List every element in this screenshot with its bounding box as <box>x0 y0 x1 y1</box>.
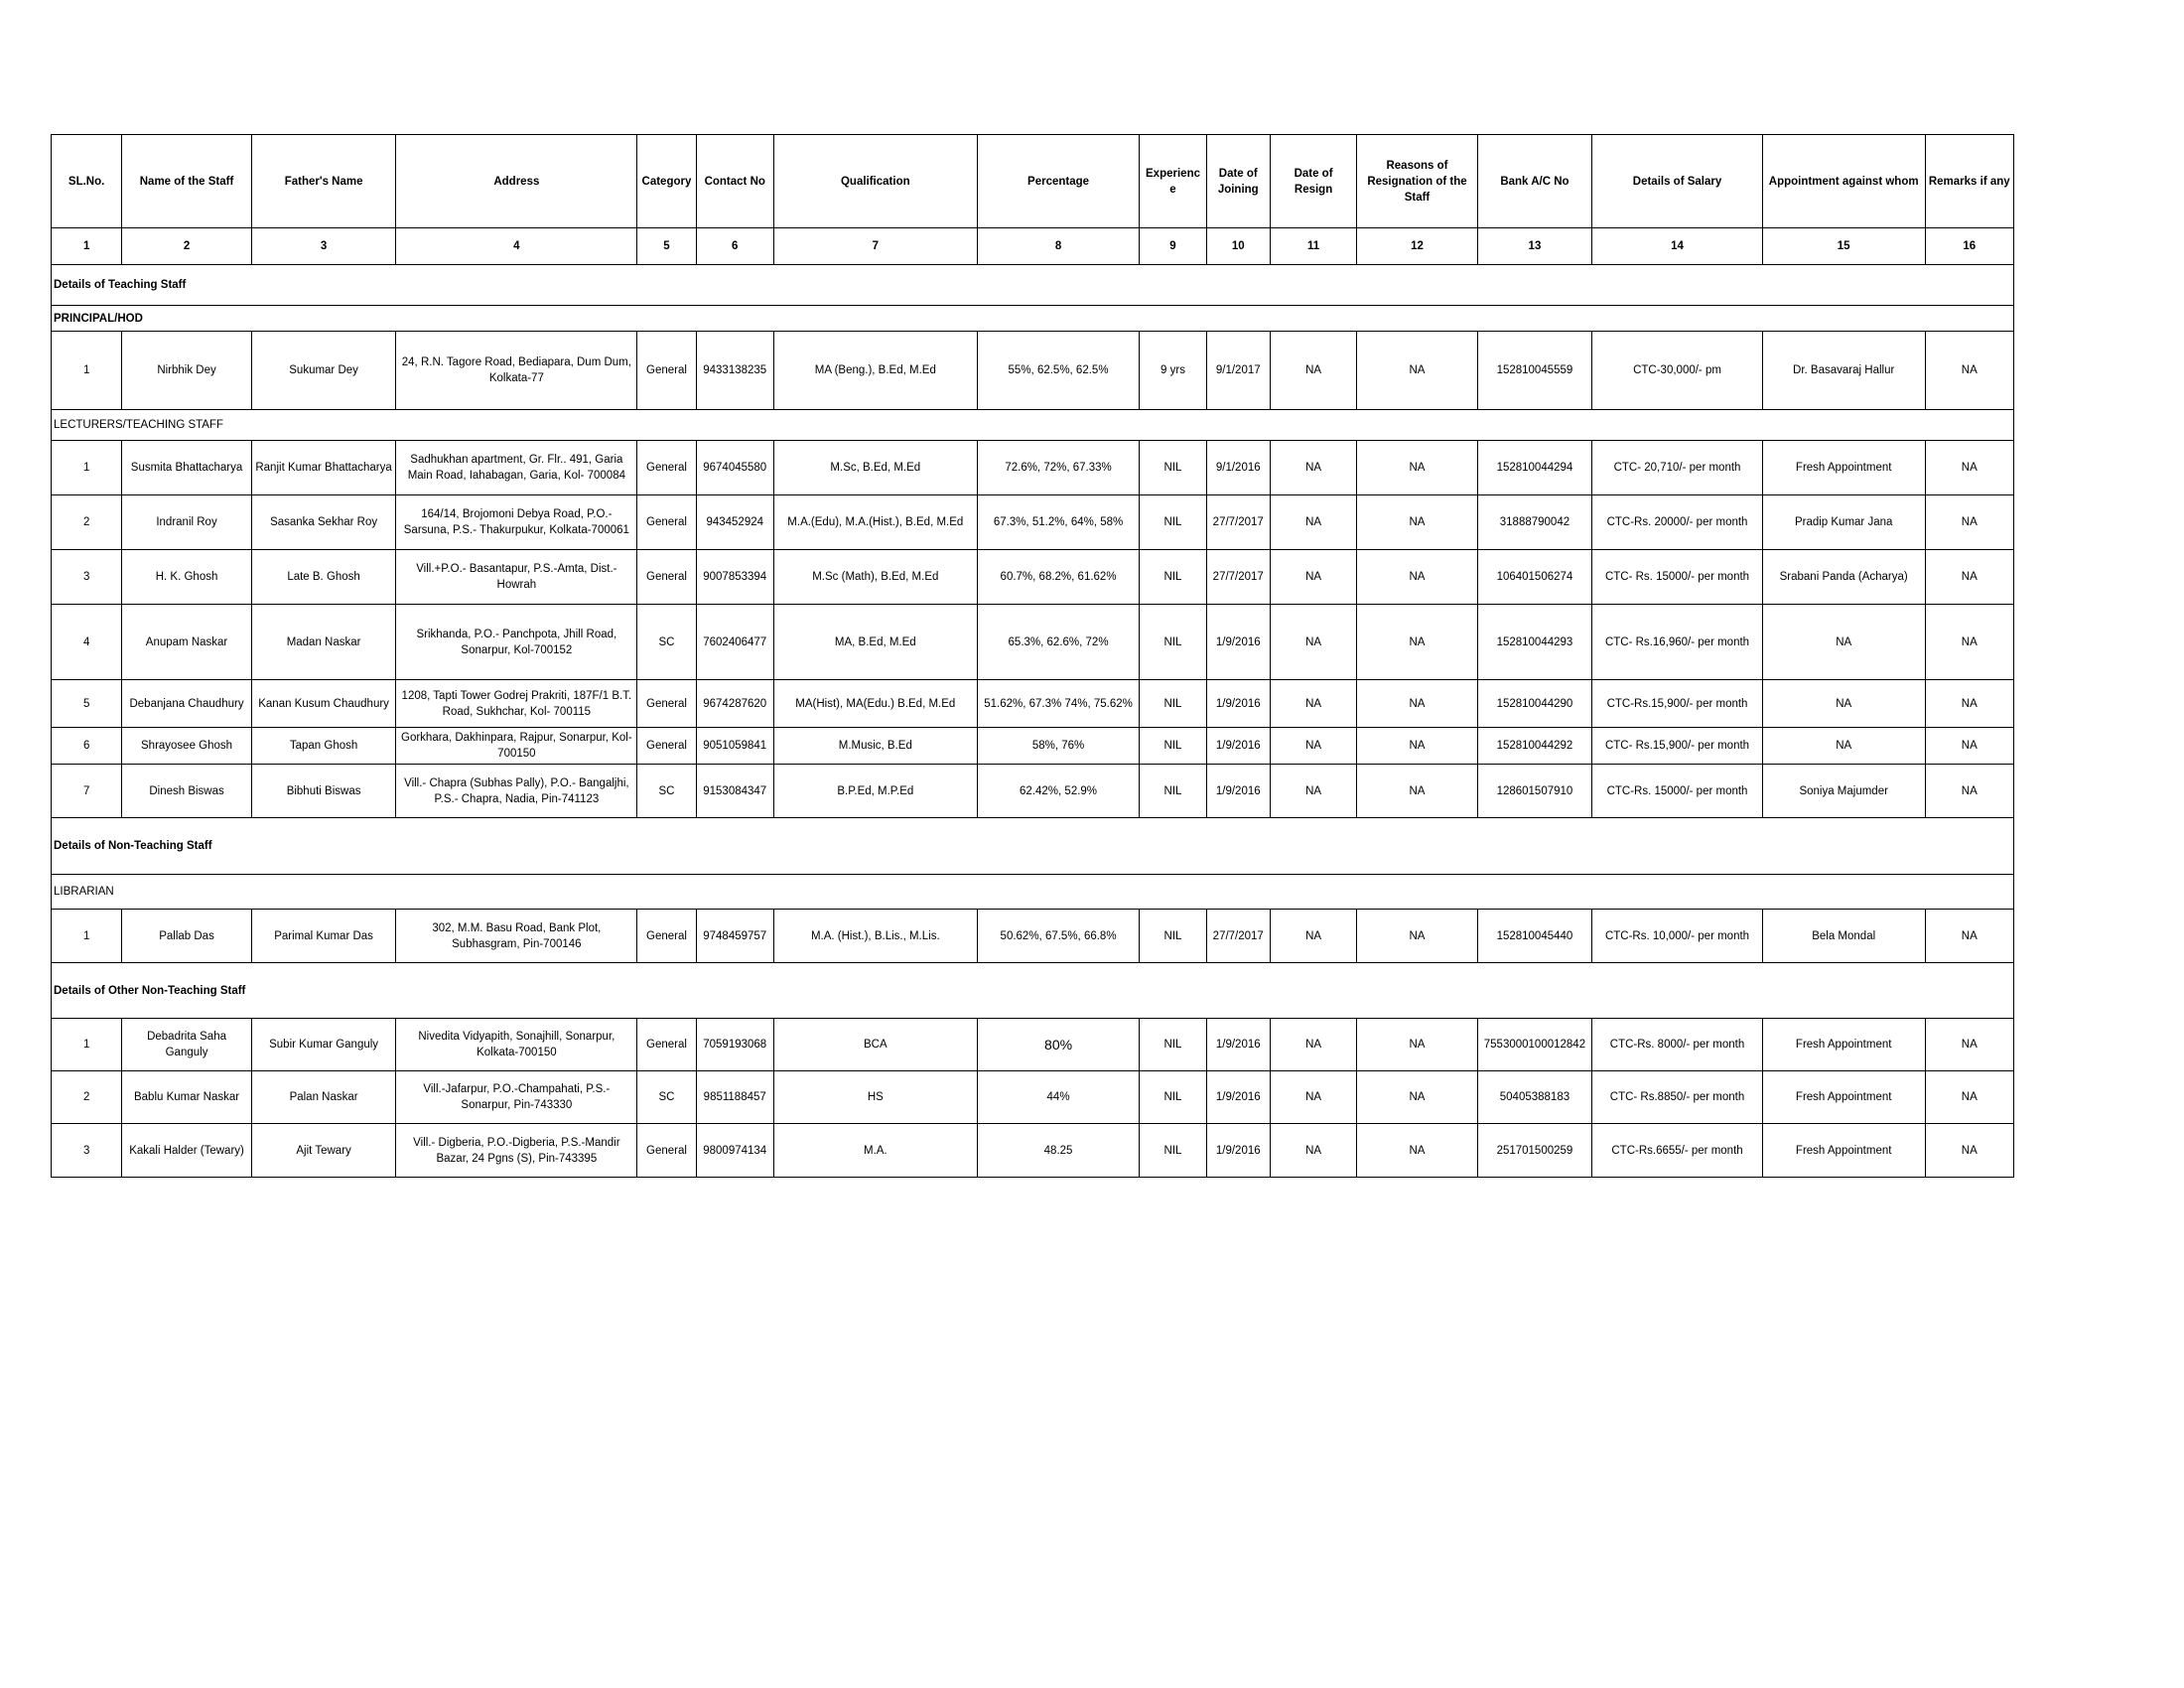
cell-2: Susmita Bhattacharya <box>122 441 252 495</box>
cell-6: 9007853394 <box>696 550 773 605</box>
table-row <box>52 765 2014 818</box>
column-number-15: 15 <box>1762 228 1925 265</box>
cell-1: 1 <box>52 441 122 495</box>
cell-12: NA <box>1357 605 1477 680</box>
cell-14: CTC- Rs. 15000/- per month <box>1592 550 1763 605</box>
cell-6: 9153084347 <box>696 765 773 818</box>
cell-13: 152810045440 <box>1477 910 1591 963</box>
section-row <box>52 818 2014 875</box>
cell-8: 62.42%, 52.9% <box>977 765 1140 818</box>
table-row <box>52 910 2014 963</box>
cell-5: SC <box>637 1071 696 1124</box>
cell-16: NA <box>1925 332 2013 410</box>
cell-8: 55%, 62.5%, 62.5% <box>977 332 1140 410</box>
cell-15: Fresh Appointment <box>1762 1071 1925 1124</box>
cell-12: NA <box>1357 1019 1477 1071</box>
cell-16: NA <box>1925 910 2013 963</box>
cell-3: Sasanka Sekhar Roy <box>251 495 396 550</box>
cell-11: NA <box>1270 495 1356 550</box>
cell-12: NA <box>1357 1124 1477 1178</box>
cell-13: 152810044292 <box>1477 728 1591 765</box>
cell-11: NA <box>1270 1124 1356 1178</box>
cell-8: 65.3%, 62.6%, 72% <box>977 605 1140 680</box>
cell-8: 60.7%, 68.2%, 61.62% <box>977 550 1140 605</box>
cell-8: 80% <box>977 1019 1140 1071</box>
cell-15: NA <box>1762 605 1925 680</box>
cell-5: General <box>637 1019 696 1071</box>
cell-15: Bela Mondal <box>1762 910 1925 963</box>
cell-14: CTC- 20,710/- per month <box>1592 441 1763 495</box>
cell-13: 251701500259 <box>1477 1124 1591 1178</box>
cell-13: 31888790042 <box>1477 495 1591 550</box>
cell-2: Pallab Das <box>122 910 252 963</box>
cell-4: Srikhanda, P.O.- Panchpota, Jhill Road, Sonarpur, Kol-700152 <box>396 605 637 680</box>
cell-4: Sadhukhan apartment, Gr. Flr.. 491, Garia Main Road, Iahabagan, Garia, Kol- 700084 <box>396 441 637 495</box>
cell-3: Kanan Kusum Chaudhury <box>251 680 396 728</box>
cell-1: 2 <box>52 1071 122 1124</box>
cell-1: 5 <box>52 680 122 728</box>
column-header-4: Address <box>396 135 637 228</box>
cell-11: NA <box>1270 680 1356 728</box>
cell-7: M.Sc, B.Ed, M.Ed <box>773 441 977 495</box>
cell-8: 44% <box>977 1071 1140 1124</box>
cell-10: 27/7/2017 <box>1206 495 1270 550</box>
cell-4: Vill.- Chapra (Subhas Pally), P.O.- Bangaljhi, P.S.- Chapra, Nadia, Pin-741123 <box>396 765 637 818</box>
cell-6: 7602406477 <box>696 605 773 680</box>
cell-9: NIL <box>1140 550 1206 605</box>
cell-2: H. K. Ghosh <box>122 550 252 605</box>
cell-4: 24, R.N. Tagore Road, Bediapara, Dum Dum, Kolkata-77 <box>396 332 637 410</box>
cell-10: 1/9/2016 <box>1206 605 1270 680</box>
column-header-3: Father's Name <box>251 135 396 228</box>
cell-12: NA <box>1357 680 1477 728</box>
cell-6: 9051059841 <box>696 728 773 765</box>
cell-7: M.A.(Edu), M.A.(Hist.), B.Ed, M.Ed <box>773 495 977 550</box>
cell-14: CTC- Rs.15,900/- per month <box>1592 728 1763 765</box>
cell-3: Late B. Ghosh <box>251 550 396 605</box>
cell-13: 152810044290 <box>1477 680 1591 728</box>
cell-13: 50405388183 <box>1477 1071 1591 1124</box>
table-row <box>52 1071 2014 1124</box>
cell-14: CTC-Rs.6655/- per month <box>1592 1124 1763 1178</box>
cell-3: Sukumar Dey <box>251 332 396 410</box>
cell-16: NA <box>1925 605 2013 680</box>
cell-12: NA <box>1357 441 1477 495</box>
cell-9: NIL <box>1140 765 1206 818</box>
cell-4: 302, M.M. Basu Road, Bank Plot, Subhasgram, Pin-700146 <box>396 910 637 963</box>
cell-12: NA <box>1357 550 1477 605</box>
cell-16: NA <box>1925 728 2013 765</box>
cell-3: Ajit Tewary <box>251 1124 396 1178</box>
section-title-principal: PRINCIPAL/HOD <box>52 306 2014 332</box>
cell-8: 58%, 76% <box>977 728 1140 765</box>
cell-6: 9433138235 <box>696 332 773 410</box>
table-row <box>52 495 2014 550</box>
section-row <box>52 963 2014 1019</box>
column-header-15: Appointment against whom <box>1762 135 1925 228</box>
column-header-13: Bank A/C No <box>1477 135 1591 228</box>
column-number-12: 12 <box>1357 228 1477 265</box>
cell-1: 3 <box>52 1124 122 1178</box>
cell-1: 3 <box>52 550 122 605</box>
cell-14: CTC- Rs.16,960/- per month <box>1592 605 1763 680</box>
cell-5: General <box>637 550 696 605</box>
table-row <box>52 605 2014 680</box>
cell-4: Vill.- Digberia, P.O.-Digberia, P.S.-Mandir Bazar, 24 Pgns (S), Pin-743395 <box>396 1124 637 1178</box>
table-row <box>52 1124 2014 1178</box>
cell-6: 9674287620 <box>696 680 773 728</box>
cell-1: 1 <box>52 332 122 410</box>
cell-5: General <box>637 680 696 728</box>
column-number-4: 4 <box>396 228 637 265</box>
cell-12: NA <box>1357 910 1477 963</box>
cell-1: 4 <box>52 605 122 680</box>
cell-11: NA <box>1270 910 1356 963</box>
cell-5: SC <box>637 765 696 818</box>
table-row <box>52 680 2014 728</box>
cell-12: NA <box>1357 495 1477 550</box>
cell-5: General <box>637 441 696 495</box>
cell-7: BCA <box>773 1019 977 1071</box>
cell-10: 1/9/2016 <box>1206 680 1270 728</box>
cell-8: 72.6%, 72%, 67.33% <box>977 441 1140 495</box>
cell-11: NA <box>1270 765 1356 818</box>
cell-9: NIL <box>1140 728 1206 765</box>
column-header-12: Reasons of Resignation of the Staff <box>1357 135 1477 228</box>
cell-10: 27/7/2017 <box>1206 910 1270 963</box>
table-row <box>52 1019 2014 1071</box>
cell-1: 6 <box>52 728 122 765</box>
section-title-other-non-teaching: Details of Other Non-Teaching Staff <box>52 963 2014 1019</box>
column-header-1: SL.No. <box>52 135 122 228</box>
cell-3: Palan Naskar <box>251 1071 396 1124</box>
cell-16: NA <box>1925 1124 2013 1178</box>
section-title-librarian: LIBRARIAN <box>52 875 2014 910</box>
cell-3: Parimal Kumar Das <box>251 910 396 963</box>
cell-5: SC <box>637 605 696 680</box>
cell-3: Tapan Ghosh <box>251 728 396 765</box>
column-number-14: 14 <box>1592 228 1763 265</box>
cell-10: 1/9/2016 <box>1206 765 1270 818</box>
cell-2: Shrayosee Ghosh <box>122 728 252 765</box>
cell-10: 1/9/2016 <box>1206 1019 1270 1071</box>
table-row <box>52 550 2014 605</box>
cell-8: 67.3%, 51.2%, 64%, 58% <box>977 495 1140 550</box>
cell-3: Bibhuti Biswas <box>251 765 396 818</box>
column-header-7: Qualification <box>773 135 977 228</box>
cell-11: NA <box>1270 550 1356 605</box>
section-row <box>52 410 2014 441</box>
cell-2: Kakali Halder (Tewary) <box>122 1124 252 1178</box>
cell-10: 9/1/2017 <box>1206 332 1270 410</box>
cell-4: Nivedita Vidyapith, Sonajhill, Sonarpur, Kolkata-700150 <box>396 1019 637 1071</box>
cell-9: NIL <box>1140 605 1206 680</box>
cell-5: General <box>637 332 696 410</box>
column-number-10: 10 <box>1206 228 1270 265</box>
cell-11: NA <box>1270 332 1356 410</box>
cell-6: 9851188457 <box>696 1071 773 1124</box>
cell-13: 7553000100012842 <box>1477 1019 1591 1071</box>
cell-4: Gorkhara, Dakhinpara, Rajpur, Sonarpur, Kol-700150 <box>396 728 637 765</box>
cell-2: Debanjana Chaudhury <box>122 680 252 728</box>
cell-9: NIL <box>1140 495 1206 550</box>
cell-7: M.Music, B.Ed <box>773 728 977 765</box>
cell-8: 51.62%, 67.3% 74%, 75.62% <box>977 680 1140 728</box>
cell-16: NA <box>1925 680 2013 728</box>
cell-7: M.Sc (Math), B.Ed, M.Ed <box>773 550 977 605</box>
cell-13: 128601507910 <box>1477 765 1591 818</box>
cell-1: 7 <box>52 765 122 818</box>
cell-7: MA (Beng.), B.Ed, M.Ed <box>773 332 977 410</box>
column-header-14: Details of Salary <box>1592 135 1763 228</box>
cell-9: NIL <box>1140 1071 1206 1124</box>
cell-15: Pradip Kumar Jana <box>1762 495 1925 550</box>
column-number-6: 6 <box>696 228 773 265</box>
cell-16: NA <box>1925 441 2013 495</box>
cell-3: Subir Kumar Ganguly <box>251 1019 396 1071</box>
column-number-8: 8 <box>977 228 1140 265</box>
cell-9: NIL <box>1140 441 1206 495</box>
cell-15: NA <box>1762 728 1925 765</box>
cell-7: HS <box>773 1071 977 1124</box>
section-title-lecturers: LECTURERS/TEACHING STAFF <box>52 410 2014 441</box>
cell-6: 9800974134 <box>696 1124 773 1178</box>
cell-1: 2 <box>52 495 122 550</box>
cell-7: B.P.Ed, M.P.Ed <box>773 765 977 818</box>
cell-14: CTC-Rs. 20000/- per month <box>1592 495 1763 550</box>
column-header-16: Remarks if any <box>1925 135 2013 228</box>
cell-15: Srabani Panda (Acharya) <box>1762 550 1925 605</box>
cell-6: 9748459757 <box>696 910 773 963</box>
cell-12: NA <box>1357 332 1477 410</box>
cell-2: Indranil Roy <box>122 495 252 550</box>
table-row <box>52 441 2014 495</box>
cell-14: CTC-Rs. 8000/- per month <box>1592 1019 1763 1071</box>
cell-3: Ranjit Kumar Bhattacharya <box>251 441 396 495</box>
cell-15: Dr. Basavaraj Hallur <box>1762 332 1925 410</box>
section-row <box>52 265 2014 306</box>
column-number-13: 13 <box>1477 228 1591 265</box>
cell-12: NA <box>1357 765 1477 818</box>
cell-9: 9 yrs <box>1140 332 1206 410</box>
cell-5: General <box>637 728 696 765</box>
cell-7: MA, B.Ed, M.Ed <box>773 605 977 680</box>
cell-1: 1 <box>52 1019 122 1071</box>
column-header-5: Category <box>637 135 696 228</box>
cell-9: NIL <box>1140 680 1206 728</box>
cell-9: NIL <box>1140 910 1206 963</box>
cell-2: Dinesh Biswas <box>122 765 252 818</box>
cell-11: NA <box>1270 1071 1356 1124</box>
cell-15: Fresh Appointment <box>1762 1019 1925 1071</box>
cell-11: NA <box>1270 728 1356 765</box>
cell-8: 48.25 <box>977 1124 1140 1178</box>
staff-details-table <box>51 134 2014 1178</box>
cell-5: General <box>637 1124 696 1178</box>
cell-14: CTC-30,000/- pm <box>1592 332 1763 410</box>
cell-13: 152810044293 <box>1477 605 1591 680</box>
cell-10: 9/1/2016 <box>1206 441 1270 495</box>
cell-9: NIL <box>1140 1124 1206 1178</box>
cell-16: NA <box>1925 765 2013 818</box>
column-number-9: 9 <box>1140 228 1206 265</box>
cell-16: NA <box>1925 495 2013 550</box>
cell-8: 50.62%, 67.5%, 66.8% <box>977 910 1140 963</box>
cell-15: Fresh Appointment <box>1762 1124 1925 1178</box>
cell-11: NA <box>1270 1019 1356 1071</box>
table-row <box>52 728 2014 765</box>
cell-2: Debadrita Saha Ganguly <box>122 1019 252 1071</box>
cell-6: 943452924 <box>696 495 773 550</box>
column-number-5: 5 <box>637 228 696 265</box>
cell-13: 152810045559 <box>1477 332 1591 410</box>
cell-16: NA <box>1925 1071 2013 1124</box>
column-header-11: Date of Resign <box>1270 135 1356 228</box>
cell-4: Vill.-Jafarpur, P.O.-Champahati, P.S.- Sonarpur, Pin-743330 <box>396 1071 637 1124</box>
cell-7: M.A. (Hist.), B.Lis., M.Lis. <box>773 910 977 963</box>
cell-2: Bablu Kumar Naskar <box>122 1071 252 1124</box>
cell-13: 152810044294 <box>1477 441 1591 495</box>
cell-11: NA <box>1270 605 1356 680</box>
section-title-teaching: Details of Teaching Staff <box>52 265 2014 306</box>
cell-14: CTC-Rs. 10,000/- per month <box>1592 910 1763 963</box>
cell-10: 1/9/2016 <box>1206 1124 1270 1178</box>
cell-5: General <box>637 495 696 550</box>
table-row <box>52 332 2014 410</box>
cell-12: NA <box>1357 728 1477 765</box>
column-number-7: 7 <box>773 228 977 265</box>
cell-14: CTC- Rs.8850/- per month <box>1592 1071 1763 1124</box>
cell-15: Fresh Appointment <box>1762 441 1925 495</box>
cell-16: NA <box>1925 1019 2013 1071</box>
cell-9: NIL <box>1140 1019 1206 1071</box>
cell-2: Nirbhik Dey <box>122 332 252 410</box>
cell-4: 1208, Tapti Tower Godrej Prakriti, 187F/1 B.T. Road, Sukhchar, Kol- 700115 <box>396 680 637 728</box>
cell-13: 106401506274 <box>1477 550 1591 605</box>
cell-14: CTC-Rs.15,900/- per month <box>1592 680 1763 728</box>
column-number-2: 2 <box>122 228 252 265</box>
cell-10: 1/9/2016 <box>1206 1071 1270 1124</box>
column-number-1: 1 <box>52 228 122 265</box>
cell-2: Anupam Naskar <box>122 605 252 680</box>
section-row <box>52 875 2014 910</box>
cell-5: General <box>637 910 696 963</box>
cell-6: 7059193068 <box>696 1019 773 1071</box>
cell-7: MA(Hist), MA(Edu.) B.Ed, M.Ed <box>773 680 977 728</box>
column-header-8: Percentage <box>977 135 1140 228</box>
column-header-6: Contact No <box>696 135 773 228</box>
column-number-row <box>52 228 2014 265</box>
cell-15: NA <box>1762 680 1925 728</box>
cell-16: NA <box>1925 550 2013 605</box>
cell-12: NA <box>1357 1071 1477 1124</box>
cell-3: Madan Naskar <box>251 605 396 680</box>
cell-1: 1 <box>52 910 122 963</box>
cell-6: 9674045580 <box>696 441 773 495</box>
cell-15: Soniya Majumder <box>1762 765 1925 818</box>
cell-11: NA <box>1270 441 1356 495</box>
column-number-16: 16 <box>1925 228 2013 265</box>
column-number-11: 11 <box>1270 228 1356 265</box>
section-title-non-teaching: Details of Non-Teaching Staff <box>52 818 2014 875</box>
header-row <box>52 135 2014 228</box>
column-header-10: Date of Joining <box>1206 135 1270 228</box>
cell-4: Vill.+P.O.- Basantapur, P.S.-Amta, Dist.- Howrah <box>396 550 637 605</box>
column-number-3: 3 <box>251 228 396 265</box>
cell-10: 1/9/2016 <box>1206 728 1270 765</box>
cell-4: 164/14, Brojomoni Debya Road, P.O.- Sarsuna, P.S.- Thakurpukur, Kolkata-700061 <box>396 495 637 550</box>
cell-14: CTC-Rs. 15000/- per month <box>1592 765 1763 818</box>
section-row <box>52 306 2014 332</box>
cell-7: M.A. <box>773 1124 977 1178</box>
cell-10: 27/7/2017 <box>1206 550 1270 605</box>
column-header-2: Name of the Staff <box>122 135 252 228</box>
column-header-9: Experience <box>1140 135 1206 228</box>
